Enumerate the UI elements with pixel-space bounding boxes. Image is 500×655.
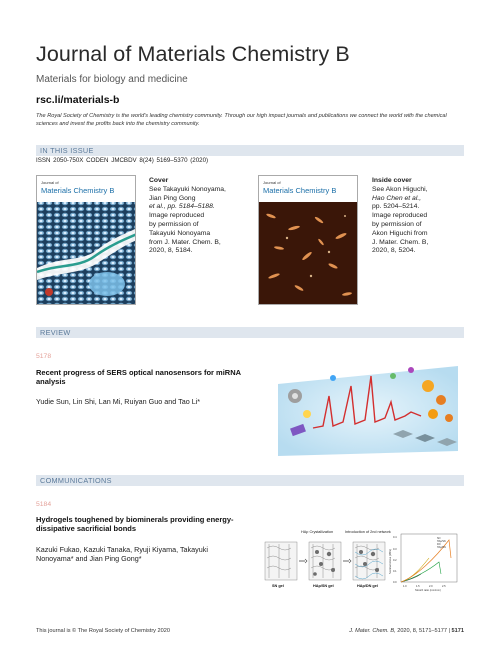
x-tick: 2.0: [429, 585, 433, 588]
footer-journal: J. Mater. Chem. B,: [349, 628, 396, 634]
cover-line: See Akon Higuchi,: [372, 185, 428, 193]
legend-item: SN: [437, 537, 441, 540]
x-tick: 1.5: [416, 585, 420, 588]
footer-range: 2020, 8, 5171–5177 |: [395, 628, 452, 634]
sers-graphic: [273, 356, 463, 461]
cover-line: by permission of: [149, 220, 199, 228]
svg-text:Materials Chemistry B: Materials Chemistry B: [41, 186, 115, 195]
cover-image-front[interactable]: [36, 175, 136, 305]
cover-line: See Takayuki Nonoyama,: [149, 185, 226, 193]
communications-section-bar: [36, 475, 464, 486]
y-tick: 0.1: [393, 570, 397, 573]
cover-line: 2020, 8, 5204.: [372, 247, 416, 255]
rsc-blurb: The Royal Society of Chemistry is the world's leading chemistry community. Through our high impact journals and publications we connect the world with the chemical sciences and invest the profits back into the chemistry community.: [36, 113, 447, 127]
y-tick: 0.4: [393, 536, 397, 539]
article-authors: Kazuki Fukao, Kazuki Tanaka, Ryuji Kiyama, Takayuki Nonoyama* and Jian Ping Gong*: [36, 545, 208, 563]
legend-item: DN: [437, 543, 441, 546]
journal-subtitle: Materials for biology and medicine: [36, 74, 188, 85]
hydrogel-figure: [263, 528, 463, 600]
review-section-label: REVIEW: [40, 328, 71, 337]
cover-inside-art: [259, 176, 358, 305]
footer-page-number: 5171: [451, 628, 464, 634]
communications-section-label: COMMUNICATIONS: [40, 476, 112, 485]
cover-line: pp. 5204–5214.: [372, 203, 420, 211]
cover-line: et al., pp. 5184–5188.: [149, 203, 215, 211]
cover-line: Image reproduced: [149, 212, 205, 220]
cover-front-art: [37, 176, 136, 305]
stress-strain-chart: [388, 534, 457, 592]
article-page-number[interactable]: 5184: [36, 501, 52, 508]
cover-heading: Inside cover: [372, 177, 412, 184]
journal-title: Journal of Materials Chemistry B: [36, 42, 350, 66]
cover-line: J. Mater. Chem. B,: [372, 238, 429, 246]
hydrogel-graphical-abstract[interactable]: [263, 528, 463, 600]
cover-line: Jian Ping Gong: [149, 194, 196, 202]
footer-copyright: This journal is © The Royal Society of Chemistry 2020: [36, 628, 170, 634]
y-tick: 0.2: [393, 559, 397, 562]
journal-url[interactable]: rsc.li/materials-b: [36, 94, 120, 106]
cover-line: Hao Chen et al.,: [372, 194, 422, 202]
cover-caption-front: [149, 177, 226, 256]
article-authors: Yudie Sun, Lin Shi, Lan Mi, Ruiyan Guo and Tao Li*: [36, 397, 201, 406]
cover-line: by permission of: [372, 220, 422, 228]
svg-text:Materials Chemistry B: Materials Chemistry B: [263, 186, 337, 195]
label-crystallization: HAp Crystallization: [301, 530, 334, 534]
legend-item: HAp/DN: [437, 546, 446, 549]
footer-citation: [349, 628, 464, 634]
gel-label: HAp/DN gel: [357, 584, 378, 588]
cover-caption-inside: [372, 177, 428, 256]
cover-line: 2020, 8, 5184.: [149, 247, 193, 255]
cover-line: Akon Higuchi from: [372, 229, 428, 237]
y-tick: 0.0: [393, 581, 397, 584]
svg-text:Journal of: Journal of: [263, 180, 281, 185]
issue-meta: ISSN 2050-750X CODEN JMCBDV 8(24) 5169–5370 (2020): [36, 157, 209, 164]
review-graphical-abstract[interactable]: [273, 356, 463, 461]
y-tick: 0.3: [393, 548, 397, 551]
x-tick: 1.0: [403, 585, 407, 588]
cover-line: from J. Mater. Chem. B,: [149, 238, 221, 246]
legend-item: HAp/SN: [437, 540, 446, 543]
x-axis-label: Stretch ratio (mm/mm): [415, 589, 441, 592]
review-section-bar: [36, 327, 464, 338]
cover-line: Image reproduced: [372, 212, 428, 220]
article-title[interactable]: Recent progress of SERS optical nanosensors for miRNA analysis: [36, 368, 241, 386]
cover-image-inside[interactable]: [258, 175, 358, 305]
in-this-issue-bar: [36, 145, 464, 156]
svg-text:Journal of: Journal of: [41, 180, 59, 185]
in-this-issue-label: IN THIS ISSUE: [40, 146, 94, 155]
article-page-number[interactable]: 5178: [36, 353, 52, 360]
cover-line: Takayuki Nonoyama: [149, 229, 211, 237]
gel-label: HAp/SN gel: [313, 584, 334, 588]
y-axis-label: Nominal stress (MPa): [389, 549, 392, 574]
x-tick: 2.5: [442, 585, 446, 588]
cover-heading: Cover: [149, 177, 169, 184]
label-network: Introduction of 2nd network: [345, 530, 391, 534]
article-title[interactable]: Hydrogels toughened by biominerals providing energy-dissipative sacrificial bonds: [36, 515, 234, 533]
gel-label: SN gel: [272, 584, 284, 588]
